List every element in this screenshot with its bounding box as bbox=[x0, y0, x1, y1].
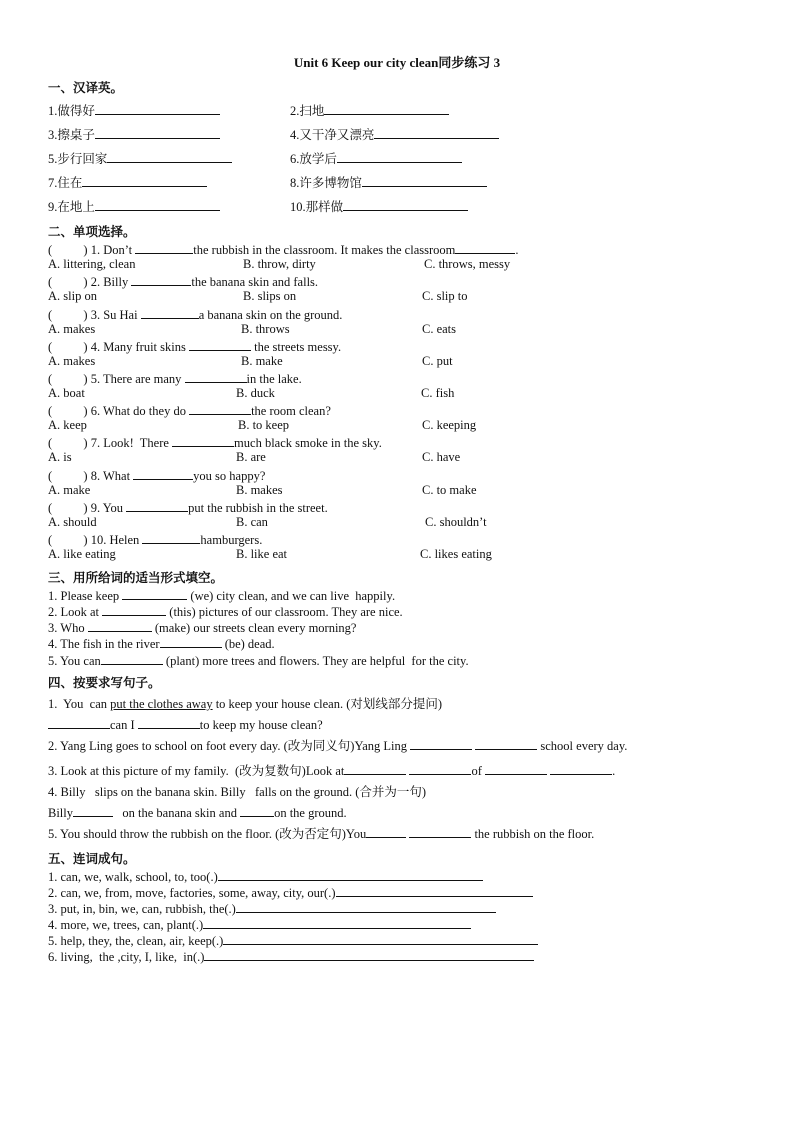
rewrite-item: 5. You should throw the rubbish on the floor. (改为否定句)You the rubbish on the floor. bbox=[48, 827, 595, 841]
vocab-item: 1.做得好 bbox=[48, 102, 220, 119]
rewrite-item: 2. Yang Ling goes to school on foot every day. (改为同义句)Yang Ling school every day. bbox=[48, 739, 628, 753]
option-c[interactable]: C. likes eating bbox=[420, 547, 492, 561]
reorder-item: 5. help, they, the, clean, air, keep(.) bbox=[48, 932, 538, 949]
option-b[interactable]: B. slips on bbox=[243, 289, 297, 303]
option-b[interactable]: B. can bbox=[236, 515, 268, 529]
option-a[interactable]: A. slip on bbox=[48, 289, 97, 303]
vocab-item: 3.擦桌子 bbox=[48, 126, 220, 143]
answer-blank[interactable] bbox=[337, 150, 462, 163]
vocab-item: 2.扫地 bbox=[290, 102, 449, 119]
answer-blank[interactable] bbox=[362, 174, 487, 187]
option-a[interactable]: A. makes bbox=[48, 322, 96, 336]
answer-blank[interactable] bbox=[141, 306, 199, 319]
rewrite-item: 3. Look at this picture of my family. (改为复数句)Look at of . bbox=[48, 764, 616, 778]
answer-blank[interactable] bbox=[374, 126, 499, 139]
vocab-item: 10.那样做 bbox=[290, 198, 468, 215]
fill-item: 4. The fish in the river (be) dead. bbox=[48, 637, 275, 651]
answer-blank[interactable] bbox=[101, 652, 163, 665]
answer-blank[interactable] bbox=[138, 716, 200, 729]
answer-blank[interactable] bbox=[223, 932, 538, 945]
answer-blank[interactable] bbox=[122, 587, 187, 600]
answer-blank[interactable] bbox=[409, 762, 471, 775]
answer-blank[interactable] bbox=[131, 273, 191, 286]
answer-blank[interactable] bbox=[95, 102, 220, 115]
reorder-item: 4. more, we, trees, can, plant(.) bbox=[48, 916, 471, 933]
mc-question: ( ) 6. What do they do the room clean? bbox=[48, 404, 331, 418]
section-3-heading: 三、用所给词的适当形式填空。 bbox=[48, 570, 224, 585]
answer-blank[interactable] bbox=[344, 762, 406, 775]
vocab-item: 8.许多博物馆 bbox=[290, 174, 487, 191]
reorder-item: 3. put, in, bin, we, can, rubbish, the(.) bbox=[48, 900, 496, 917]
answer-blank[interactable] bbox=[455, 241, 515, 254]
answer-blank[interactable] bbox=[410, 737, 472, 750]
option-a[interactable]: A. should bbox=[48, 515, 97, 529]
vocab-item: 6.放学后 bbox=[290, 150, 462, 167]
option-a[interactable]: A. makes bbox=[48, 354, 96, 368]
answer-blank[interactable] bbox=[160, 635, 222, 648]
option-a[interactable]: A. keep bbox=[48, 418, 87, 432]
mc-question: ( ) 3. Su Hai a banana skin on the ground. bbox=[48, 308, 343, 322]
option-a[interactable]: A. like eating bbox=[48, 547, 116, 561]
option-c[interactable]: C. fish bbox=[421, 386, 455, 400]
answer-blank[interactable] bbox=[409, 825, 471, 838]
answer-blank[interactable] bbox=[142, 531, 200, 544]
answer-blank[interactable] bbox=[95, 198, 220, 211]
reorder-item: 2. can, we, from, move, factories, some, away, city, our(.) bbox=[48, 884, 533, 901]
mc-question: ( ) 2. Billy the banana skin and falls. bbox=[48, 275, 319, 289]
section-5-heading: 五、连词成句。 bbox=[48, 851, 136, 866]
section-2-heading: 二、单项选择。 bbox=[48, 224, 136, 239]
rewrite-item: 1. You can put the clothes away to keep your house clean. (对划线部分提问) bbox=[48, 697, 443, 711]
answer-blank[interactable] bbox=[324, 102, 449, 115]
answer-blank[interactable] bbox=[189, 402, 251, 415]
option-a[interactable]: A. boat bbox=[48, 386, 85, 400]
answer-blank[interactable] bbox=[102, 603, 166, 616]
vocab-item: 9.在地上 bbox=[48, 198, 220, 215]
answer-blank[interactable] bbox=[240, 804, 274, 817]
answer-blank[interactable] bbox=[126, 499, 188, 512]
page-title: Unit 6 Keep our city clean同步练习 3 bbox=[293, 55, 501, 70]
answer-blank[interactable] bbox=[107, 150, 232, 163]
answer-blank[interactable] bbox=[336, 884, 533, 897]
answer-blank[interactable] bbox=[550, 762, 612, 775]
mc-question: ( ) 5. There are many in the lake. bbox=[48, 372, 302, 386]
answer-blank[interactable] bbox=[203, 916, 471, 929]
answer-blank[interactable] bbox=[88, 619, 152, 632]
answer-blank[interactable] bbox=[73, 804, 113, 817]
answer-blank[interactable] bbox=[366, 825, 406, 838]
answer-blank[interactable] bbox=[475, 737, 537, 750]
mc-question: ( ) 8. What you so happy? bbox=[48, 469, 266, 483]
answer-blank[interactable] bbox=[133, 467, 193, 480]
vocab-item: 7.住在 bbox=[48, 174, 207, 191]
option-c[interactable]: C. keeping bbox=[422, 418, 477, 432]
rewrite-answer: Billy on the banana skin and on the ground. bbox=[48, 806, 347, 820]
mc-question: ( ) 10. Helen hamburgers. bbox=[48, 533, 263, 547]
underlined-phrase: put the clothes away bbox=[110, 697, 213, 711]
answer-blank[interactable] bbox=[95, 126, 220, 139]
answer-blank[interactable] bbox=[135, 241, 193, 254]
mc-question: ( ) 4. Many fruit skins the streets messy. bbox=[48, 340, 342, 354]
section-4-heading: 四、按要求写句子。 bbox=[48, 675, 161, 690]
answer-blank[interactable] bbox=[48, 716, 110, 729]
mc-question: ( ) 1. Don’t the rubbish in the classroom. It makes the classroom . bbox=[48, 243, 519, 257]
option-c[interactable]: C. eats bbox=[422, 322, 457, 336]
answer-blank[interactable] bbox=[185, 370, 247, 383]
fill-item: 5. You can (plant) more trees and flowers. They are helpful for the city. bbox=[48, 654, 469, 668]
vocab-item: 4.又干净又漂亮 bbox=[290, 126, 499, 143]
answer-blank[interactable] bbox=[82, 174, 207, 187]
option-b[interactable]: B. are bbox=[236, 450, 266, 464]
rewrite-answer: can I to keep my house clean? bbox=[48, 716, 323, 733]
option-b[interactable]: B. like eat bbox=[236, 547, 288, 561]
answer-blank[interactable] bbox=[172, 434, 234, 447]
option-c[interactable]: C. shouldn’t bbox=[425, 515, 487, 529]
option-b[interactable]: B. makes bbox=[236, 483, 283, 497]
answer-blank[interactable] bbox=[218, 868, 483, 881]
option-b[interactable]: B. throw, dirty bbox=[243, 257, 316, 271]
mc-question: ( ) 7. Look! There much black smoke in the sky. bbox=[48, 436, 382, 450]
answer-blank[interactable] bbox=[343, 198, 468, 211]
fill-item: 2. Look at (this) pictures of our classroom. They are nice. bbox=[48, 605, 403, 619]
reorder-item: 1. can, we, walk, school, to, too(.) bbox=[48, 868, 483, 885]
option-a[interactable]: A. littering, clean bbox=[48, 257, 136, 271]
mc-question: ( ) 9. You put the rubbish in the street. bbox=[48, 501, 328, 515]
reorder-item: 6. living, the ,city, I, like, in(.) bbox=[48, 948, 534, 965]
option-a[interactable]: A. is bbox=[48, 450, 72, 464]
option-c[interactable]: C. slip to bbox=[422, 289, 468, 303]
answer-blank[interactable] bbox=[204, 948, 534, 961]
option-b[interactable]: B. duck bbox=[236, 386, 275, 400]
option-b[interactable]: B. to keep bbox=[238, 418, 290, 432]
option-c[interactable]: C. have bbox=[422, 450, 461, 464]
section-1-heading: 一、汉译英。 bbox=[48, 80, 124, 95]
answer-blank[interactable] bbox=[236, 900, 496, 913]
fill-item: 3. Who (make) our streets clean every morning? bbox=[48, 621, 357, 635]
fill-item: 1. Please keep (we) city clean, and we can live happily. bbox=[48, 589, 396, 603]
rewrite-item: 4. Billy slips on the banana skin. Billy falls on the ground. (合并为一句) bbox=[48, 785, 427, 799]
option-c[interactable]: C. throws, messy bbox=[424, 257, 511, 271]
option-c[interactable]: C. put bbox=[422, 354, 453, 368]
answer-blank[interactable] bbox=[189, 338, 251, 351]
option-a[interactable]: A. make bbox=[48, 483, 91, 497]
option-b[interactable]: B. throws bbox=[241, 322, 290, 336]
option-b[interactable]: B. make bbox=[241, 354, 283, 368]
vocab-item: 5.步行回家 bbox=[48, 150, 232, 167]
answer-blank[interactable] bbox=[485, 762, 547, 775]
option-c[interactable]: C. to make bbox=[422, 483, 477, 497]
